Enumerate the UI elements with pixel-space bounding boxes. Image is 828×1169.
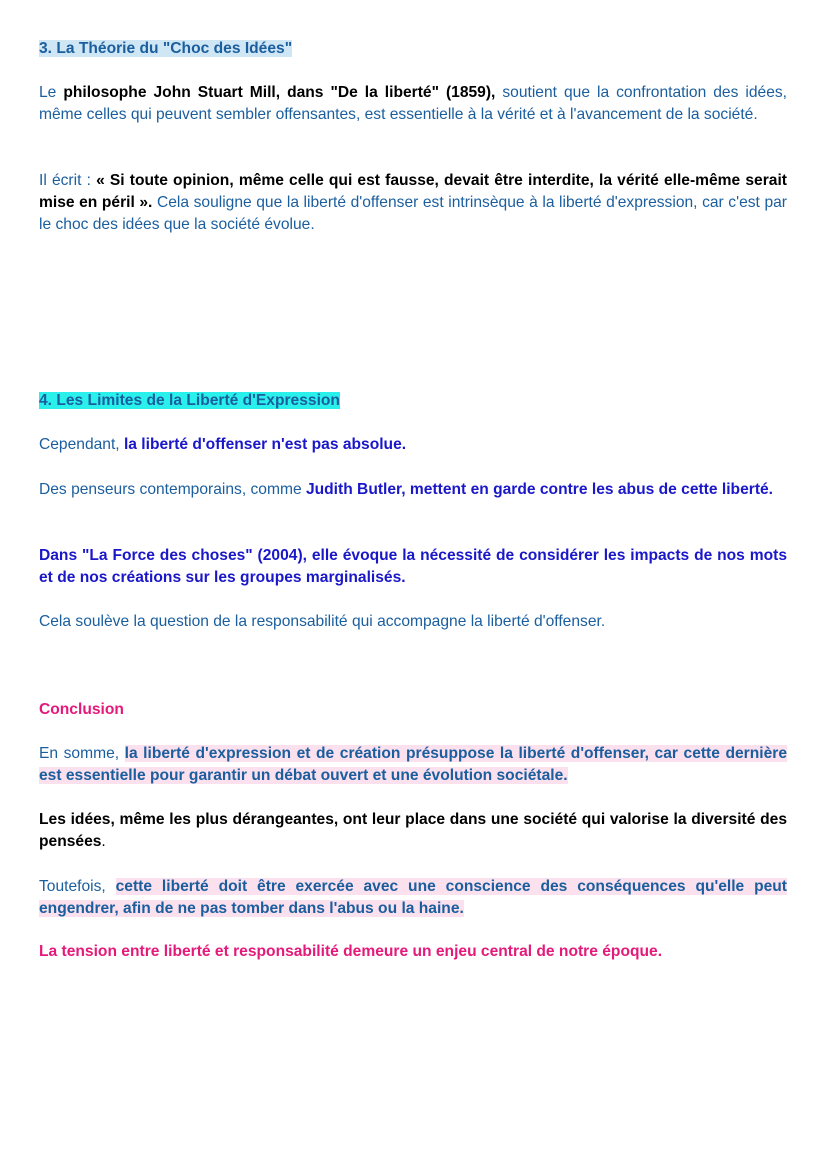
section-4-paragraph-4	[39, 611, 787, 633]
quote-text: « Si toute opinion, même celle qui est fausse, devait être interdite, la vérité elle-même serait mise en péril ».	[39, 172, 787, 211]
text-span: soutient que la confrontation des idées, même celles qui peuvent sembler offensantes, est essentielle à la vérité et à l'avancement de la société.	[39, 84, 787, 123]
text-span: Il écrit :	[39, 172, 97, 189]
bold-text: la liberté d'offenser n'est pas absolue.	[123, 436, 407, 453]
text-span: .	[101, 833, 106, 850]
section-3-paragraph-1	[39, 82, 787, 126]
section-3	[39, 38, 787, 60]
text-span: En somme,	[39, 745, 125, 762]
section-4	[39, 390, 787, 412]
bold-text: philosophe John Stuart Mill, dans "De la liberté" (1859),	[63, 84, 496, 101]
bold-text: Les idées, même les plus dérangeantes, ont leur place dans une société qui valorise la diversité des pensées	[39, 811, 787, 850]
section-3-heading: 3. La Théorie du "Choc des Idées"	[39, 40, 293, 57]
conclusion-paragraph-3	[39, 876, 787, 920]
conclusion-paragraph-1	[39, 743, 787, 787]
conclusion-paragraph-2	[39, 809, 787, 853]
section-4-heading: 4. Les Limites de la Liberté d'Expression	[39, 392, 340, 409]
text-span: Le	[39, 84, 64, 101]
text-span: Toutefois,	[39, 878, 116, 895]
section-4-paragraph-1	[39, 434, 787, 456]
conclusion-heading: Conclusion	[39, 701, 124, 718]
section-4-paragraph-2	[39, 479, 787, 501]
conclusion	[39, 699, 787, 721]
text-span: Cela soulève la question de la responsabilité qui accompagne la liberté d'offenser.	[39, 613, 606, 630]
bold-text: Dans "La Force des choses" (2004), elle évoque la nécessité de considérer les impacts de nos mots et de nos créations sur les groupes marginalisés.	[39, 547, 787, 586]
highlighted-text: la liberté d'expression et de création présuppose la liberté d'offenser, car cette dernière est essentielle pour garantir un débat ouvert et une évolution sociétale.	[39, 745, 787, 784]
highlighted-text: cette liberté doit être exercée avec une conscience des conséquences qu'elle peut engendrer, afin de ne pas tomber dans l'abus ou la haine.	[39, 878, 787, 917]
conclusion-paragraph-4	[39, 941, 787, 963]
text-span: Cela souligne que la liberté d'offenser est intrinsèque à la liberté d'expression, car c'est par le choc des idées que la société évolue.	[39, 194, 787, 233]
text-span: Cependant,	[39, 436, 124, 453]
text-span: Des penseurs contemporains, comme	[39, 481, 306, 498]
bold-text: Judith Butler, mettent en garde contre les abus de cette liberté.	[305, 481, 774, 498]
closing-statement: La tension entre liberté et responsabilité demeure un enjeu central de notre époque.	[39, 943, 663, 960]
section-4-paragraph-3	[39, 545, 787, 589]
section-3-paragraph-2	[39, 170, 787, 236]
